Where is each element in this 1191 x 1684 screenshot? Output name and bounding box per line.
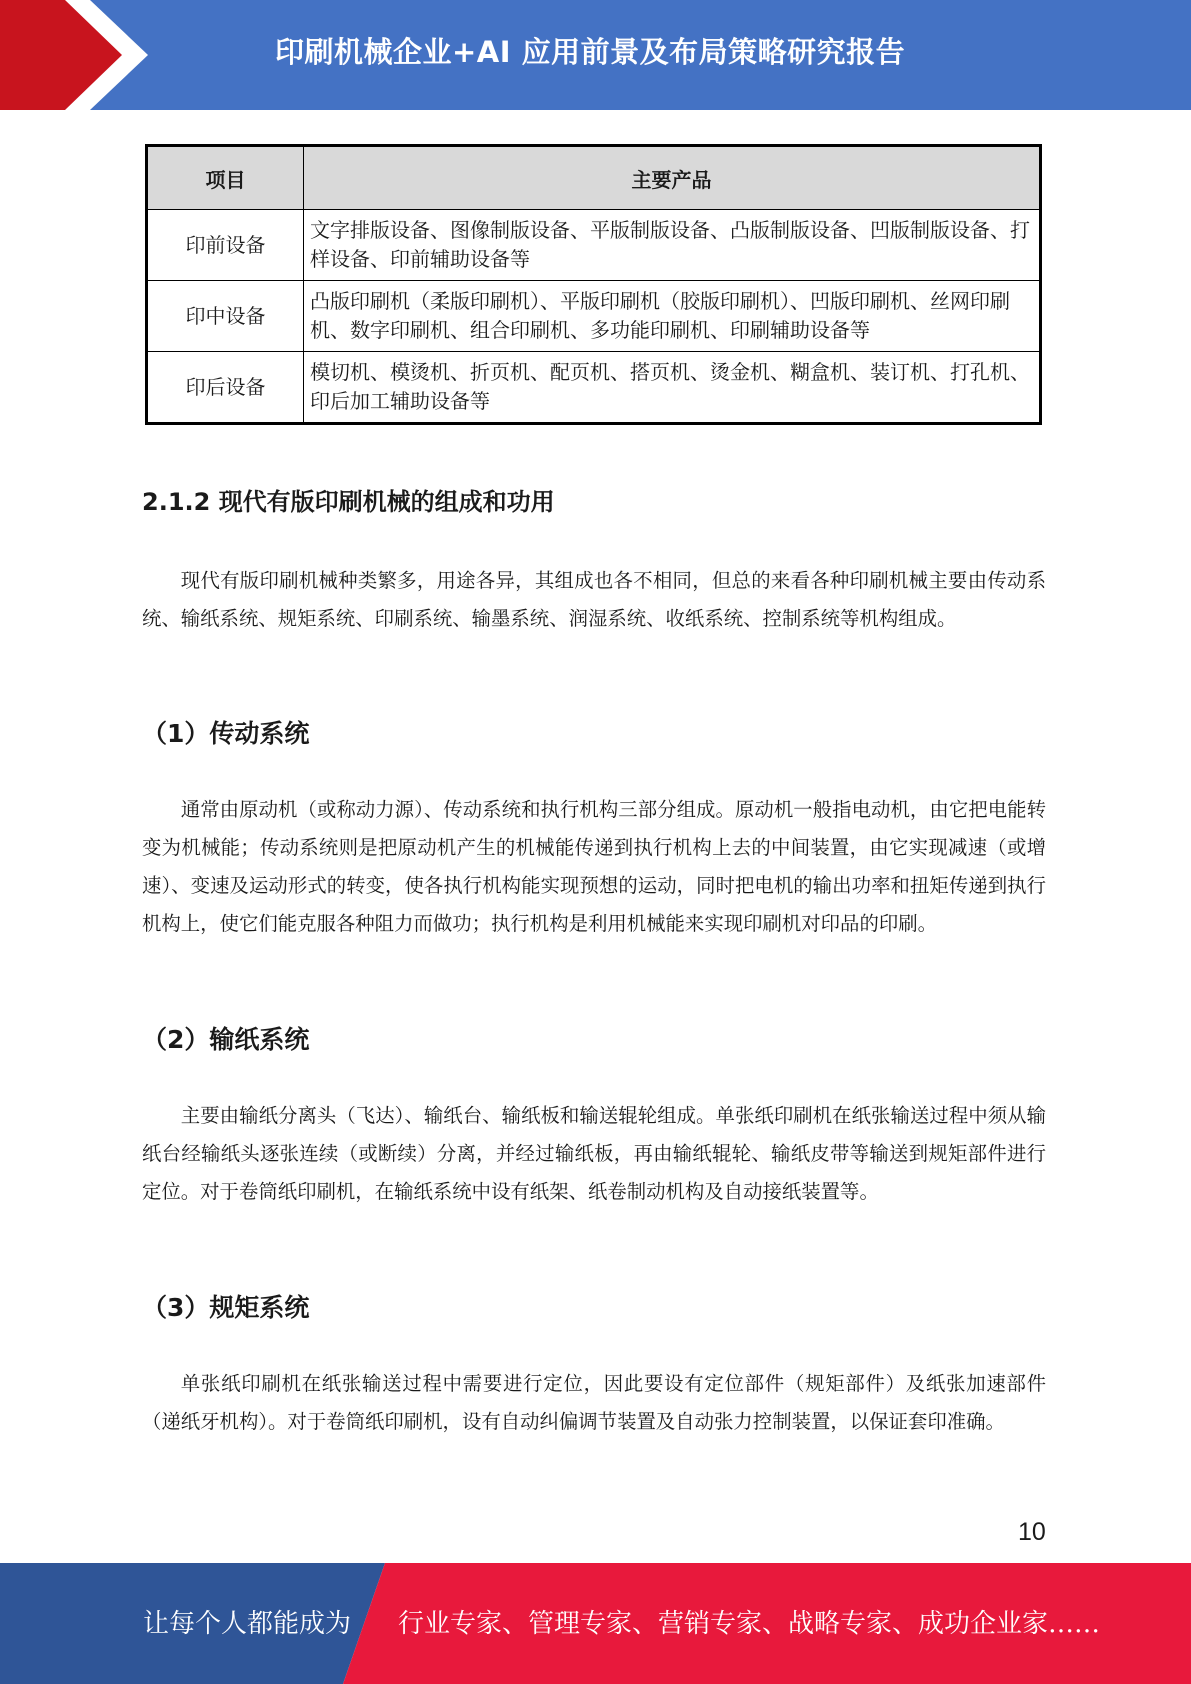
section-heading: 2.1.2 现代有版印刷机械的组成和功用 [142,488,555,516]
row-category: 印后设备 [147,352,304,424]
page-footer [0,1563,1191,1684]
column-header-products: 主要产品 [304,146,1041,210]
column-header-item: 项目 [147,146,304,210]
subsection-paragraph-paper-feed: 主要由输纸分离头（飞达）、输纸台、输纸板和输送辊轮组成。单张纸印刷机在纸张输送过程中须从输纸台经输纸头逐张连续（或断续）分离，并经过输纸板，再由输纸辊轮、输纸皮带等输送到规矩部件进行定位。对于卷筒纸印刷机，在输纸系统中设有纸架、纸卷制动机构及自动接纸装置等。 [142,1104,1046,1203]
row-products: 文字排版设备、图像制版设备、平版制版设备、凸版制版设备、凹版制版设备、打样设备、印前辅助设备等 [304,210,1041,281]
footer-slogan-right: 行业专家、管理专家、营销专家、战略专家、成功企业家…… [398,1609,1101,1639]
table-header-row [147,146,1041,210]
table-row [147,352,1041,424]
product-table [145,144,1042,425]
table-row [147,281,1041,352]
subsection-heading-paper-feed: （2）输纸系统 [142,1025,310,1054]
row-products: 模切机、模烫机、折页机、配页机、搭页机、烫金机、糊盒机、装订机、打孔机、印后加工辅助设备等 [304,352,1041,424]
row-products: 凸版印刷机（柔版印刷机）、平版印刷机（胶版印刷机）、凹版印刷机、丝网印刷机、数字印刷机、组合印刷机、多功能印刷机、印刷辅助设备等 [304,281,1041,352]
section-intro-paragraph: 现代有版印刷机械种类繁多，用途各异，其组成也各不相同，但总的来看各种印刷机械主要由传动系统、输纸系统、规矩系统、印刷系统、输墨系统、润湿系统、收纸系统、控制系统等机构组成。 [142,569,1046,630]
subsection-paragraph-registration: 单张纸印刷机在纸张输送过程中需要进行定位，因此要设有定位部件（规矩部件）及纸张加速部件（递纸牙机构）。对于卷筒纸印刷机，设有自动纠偏调节装置及自动张力控制装置，以保证套印准确。 [142,1372,1046,1433]
page-header [0,0,1191,110]
report-title: 印刷机械企业+AI 应用前景及布局策略研究报告 [275,35,906,69]
row-category: 印前设备 [147,210,304,281]
row-category: 印中设备 [147,281,304,352]
subsection-heading-transmission: （1）传动系统 [142,719,310,748]
page-number: 10 [1018,1518,1046,1546]
footer-slogan-left: 让每个人都能成为 [143,1609,352,1639]
subsection-paragraph-transmission: 通常由原动机（或称动力源）、传动系统和执行机构三部分组成。原动机一般指电动机，由它把电能转变为机械能；传动系统则是把原动机产生的机械能传递到执行机构上去的中间装置，由它实现减速（或增速）、变速及运动形式的转变，使各执行机构能实现预想的运动，同时把电机的输出功率和扭矩传递到执行机构上，使它们能克服各种阻力而做功；执行机构是利用机械能来实现印刷机对印品的印刷。 [142,798,1046,935]
table-row [147,210,1041,281]
subsection-heading-registration: （3）规矩系统 [142,1293,310,1322]
